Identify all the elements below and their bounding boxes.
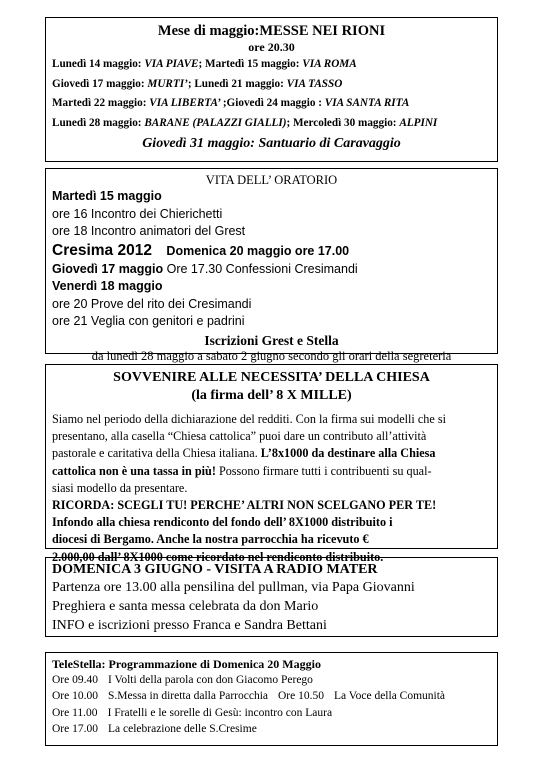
cresima-label: Cresima 2012 [52,241,152,259]
messe-row [52,55,491,75]
messe-row-part: MURTI’ [147,77,188,90]
messe-row-part: VIA LIBERTA’ [149,97,223,109]
vita-oratorio-box [45,168,498,363]
telestella-schedule [52,672,491,738]
chiesa-line-part: Possono firmare tutti i contribuenti su qual- [218,463,432,478]
messe-title: Mese di maggio:MESSE NEI RIONI [157,23,386,39]
messe-row-part: VIA PIAVE [144,58,199,70]
chiesa-title: SOVVENIRE ALLE NECESSITA’ DELLA CHIESA [113,370,430,385]
telestella-program: I Volti della parola con don Giacomo Perego [108,674,313,686]
chiesa-paragraph [52,411,491,497]
messe-row-part: ;Giovedì 24 maggio : [222,97,325,109]
messe-nei-rioni-box [45,17,498,162]
messe-caravaggio: Giovedì 31 maggio: Santuario di Caravaggio [142,136,401,151]
radio-mater-line: Partenza ore 13.00 alla pensilina del pullman, via Papa Giovanni [52,580,415,595]
chiesa-line [52,463,491,480]
chiesa-bold-line: diocesi di Bergamo. Anche la nostra parrocchia ha ricevuto € [52,532,369,547]
messe-row [52,114,491,134]
chiesa-bold-line: Infondo alla chiesa rendiconto del fondo dell’ 8X1000 distribuito i [52,515,393,530]
chiesa-line [52,428,491,445]
radio-mater-box [45,557,498,637]
telestella-program: I Fratelli e le sorelle di Gesù: incontro con Laura [107,706,333,719]
messe-row-part: ALPINI [399,116,438,129]
telestella-time: Ore 10.50 [278,690,324,703]
telestella-row [52,672,491,688]
telestella-row [52,705,491,721]
messe-row-part: VIA ROMA [302,58,357,70]
radio-mater-line: INFO e iscrizioni presso Franca e Sandra Bettani [52,618,327,633]
telestella-program: La Voce della Comunità [334,690,446,703]
grest-title: Iscrizioni Grest e Stella [204,332,339,348]
radio-mater-line: Preghiera e santa messa celebrata da don Mario [52,599,319,614]
chiesa-line-part: presentano, alla casella “Chiesa cattolica” puoi dare un contributo all’attività [52,429,427,444]
messe-row-part: Giovedì 17 maggio: [52,77,148,90]
telestella-title: TeleStella: Programmazione di Domenica 20 Maggio [52,657,321,671]
chiesa-line-part: siasi modello da presentare. [52,480,188,495]
radio-mater-title: DOMENICA 3 GIUGNO - VISITA A RADIO MATER [52,562,378,577]
chiesa-subtitle: (la firma dell’ 8 X MILLE) [191,388,352,403]
oratorio-line4: ore 21 Veglia con genitori e padrini [52,314,245,328]
messe-row-part: Martedì 22 maggio: [52,97,150,109]
messe-row-part: ; Mercoledì 30 maggio: [286,116,400,129]
chiesa-line-part: Siamo nel periodo della dichiarazione del redditi. Con la firma sui modelli che si [52,412,446,426]
messe-row-part: VIA TASSO [286,77,343,90]
chiesa-line [52,480,491,497]
messe-schedule [52,55,491,133]
messe-row [52,94,491,114]
messe-row-part: Lunedì 14 maggio: [52,58,145,70]
chiesa-bold-line: RICORDA: SCEGLI TU! PERCHE’ ALTRI NON SCELGANO PER TE! [52,498,437,513]
telestella-program: S.Messa in diretta dalla Parrocchia [108,690,268,703]
messe-row-part: ; Martedì 15 maggio: [198,58,303,70]
giovedi-row [52,261,491,279]
messe-row-part: ; Lunedì 21 maggio: [187,77,287,90]
telestella-time: Ore 09.40 [52,674,98,686]
grest-text: da lunedì 28 maggio a sabato 2 giugno secondo gli orari della segreteria [91,348,452,363]
oratorio-line2: ore 18 Incontro animatori del Grest [52,224,246,238]
telestella-program: La celebrazione delle S.Cresime [108,723,257,736]
chiesa-bold-line: 2.000,00 dall’ 8X1000 come ricordato nel rendiconto distribuito. [52,549,384,564]
giovedi-label: Giovedì 17 maggio [52,261,164,276]
chiesa-line-part: cattolica non è una tassa in più! [52,463,219,478]
cresima-row [52,241,491,261]
oratorio-line3: ore 20 Prove del rito dei Cresimandi [52,296,252,311]
messe-row-part: Lunedì 28 maggio: [52,116,145,129]
telestella-time: Ore 10.00 [52,690,98,703]
chiesa-line-part: pastorale e caritativa della Chiesa italiana. [52,446,261,461]
telestella-box [45,652,498,746]
messe-row [52,75,491,95]
otto-per-mille-box [45,364,498,564]
oratorio-line1: ore 16 Incontro dei Chierichetti [52,206,223,221]
oratorio-title: VITA DELL’ ORATORIO [205,173,338,187]
messe-row-part: BARANE (PALAZZI GIALLI) [144,116,287,129]
chiesa-line [52,411,491,428]
oratorio-day1: Martedì 15 maggio [52,189,162,203]
telestella-row [52,688,491,704]
chiesa-line [52,445,491,462]
messe-time: ore 20.30 [248,40,295,54]
telestella-row [52,721,491,737]
telestella-time: Ore 11.00 [52,706,98,719]
telestella-time: Ore 17.00 [52,723,98,736]
chiesa-ricorda [52,497,491,566]
oratorio-day2: Venerdì 18 maggio [52,279,163,293]
giovedi-text: Ore 17.30 Confessioni Cresimandi [163,261,358,276]
cresima-date: Domenica 20 maggio ore 17.00 [166,243,350,258]
messe-row-part: VIA SANTA RITA [324,97,410,109]
chiesa-line-part: L’8x1000 da destinare alla Chiesa [260,446,436,461]
